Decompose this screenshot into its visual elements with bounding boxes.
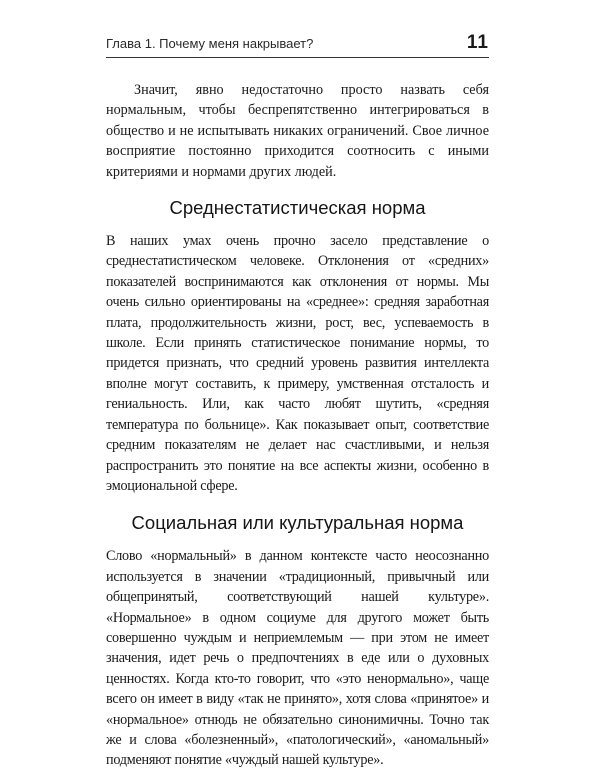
section-text-cultural-norm: Слово «нормальный» в данном контексте часто неосознанно используется в значении «традиционный, привычный или общепринятый, соответствующий нашей культуре». «Нормальное» в одном социуме для другого может быть совершенно чуждым и неприемлемым — при этом не имеет значения, идет речь о предпочтениях в еде или о духовных ценностях. Когда кто-то говорит, что «это ненормально», чаще всего он имеет в виду «так не принято», хотя слова «принятое» и «нормальное» отнюдь не обязательно синонимичны. Точно так же и слова «болезненный», «патологический», «аномальный» подменяют понятие «чуждый нашей культуре». [106, 548, 489, 769]
chapter-title: Глава 1. Почему меня накрывает? [106, 36, 314, 51]
header-rule [106, 57, 489, 58]
page-number: 11 [466, 32, 489, 53]
section-heading-cultural-norm: Социальная или культуральная норма [131, 512, 464, 534]
section-heading-statistical-norm: Среднестатистическая норма [169, 197, 426, 219]
section-text-statistical-norm: В наших умах очень прочно засело представление о среднестатистическом человеке. Отклонения от «средних» показателей воспринимаются как отклонения от нормы. Мы очень сильно ориентированы на «среднее»: средняя заработная плата, продолжительность жизни, рост, вес, успеваемость в школе. Если принять статистическое понимание нормы, то придется признать, что средний уровень развития интеллекта вполне могут составить, к примеру, умственная отсталость и гениальность. Или, как часто любят шутить, «средняя температура по больнице». Как показывает опыт, соответствие средним показателям не делает нас счастливыми, и нельзя распространить это понятие на все аспекты жизни, особенно в эмоциональной сфере. [106, 233, 489, 494]
section-paragraph-cultural-norm [106, 546, 489, 770]
section-paragraph-statistical-norm [106, 231, 489, 496]
running-header [106, 34, 489, 62]
intro-paragraph: Значит, явно недостаточно просто назвать себя нормальным, чтобы беспрепятственно интегрироваться в общество и не испытывать никаких ограничений. Свое личное восприятие постоянно приходится соотносить с иными критериями и нормами других людей. [106, 82, 489, 180]
page-body [106, 80, 489, 771]
